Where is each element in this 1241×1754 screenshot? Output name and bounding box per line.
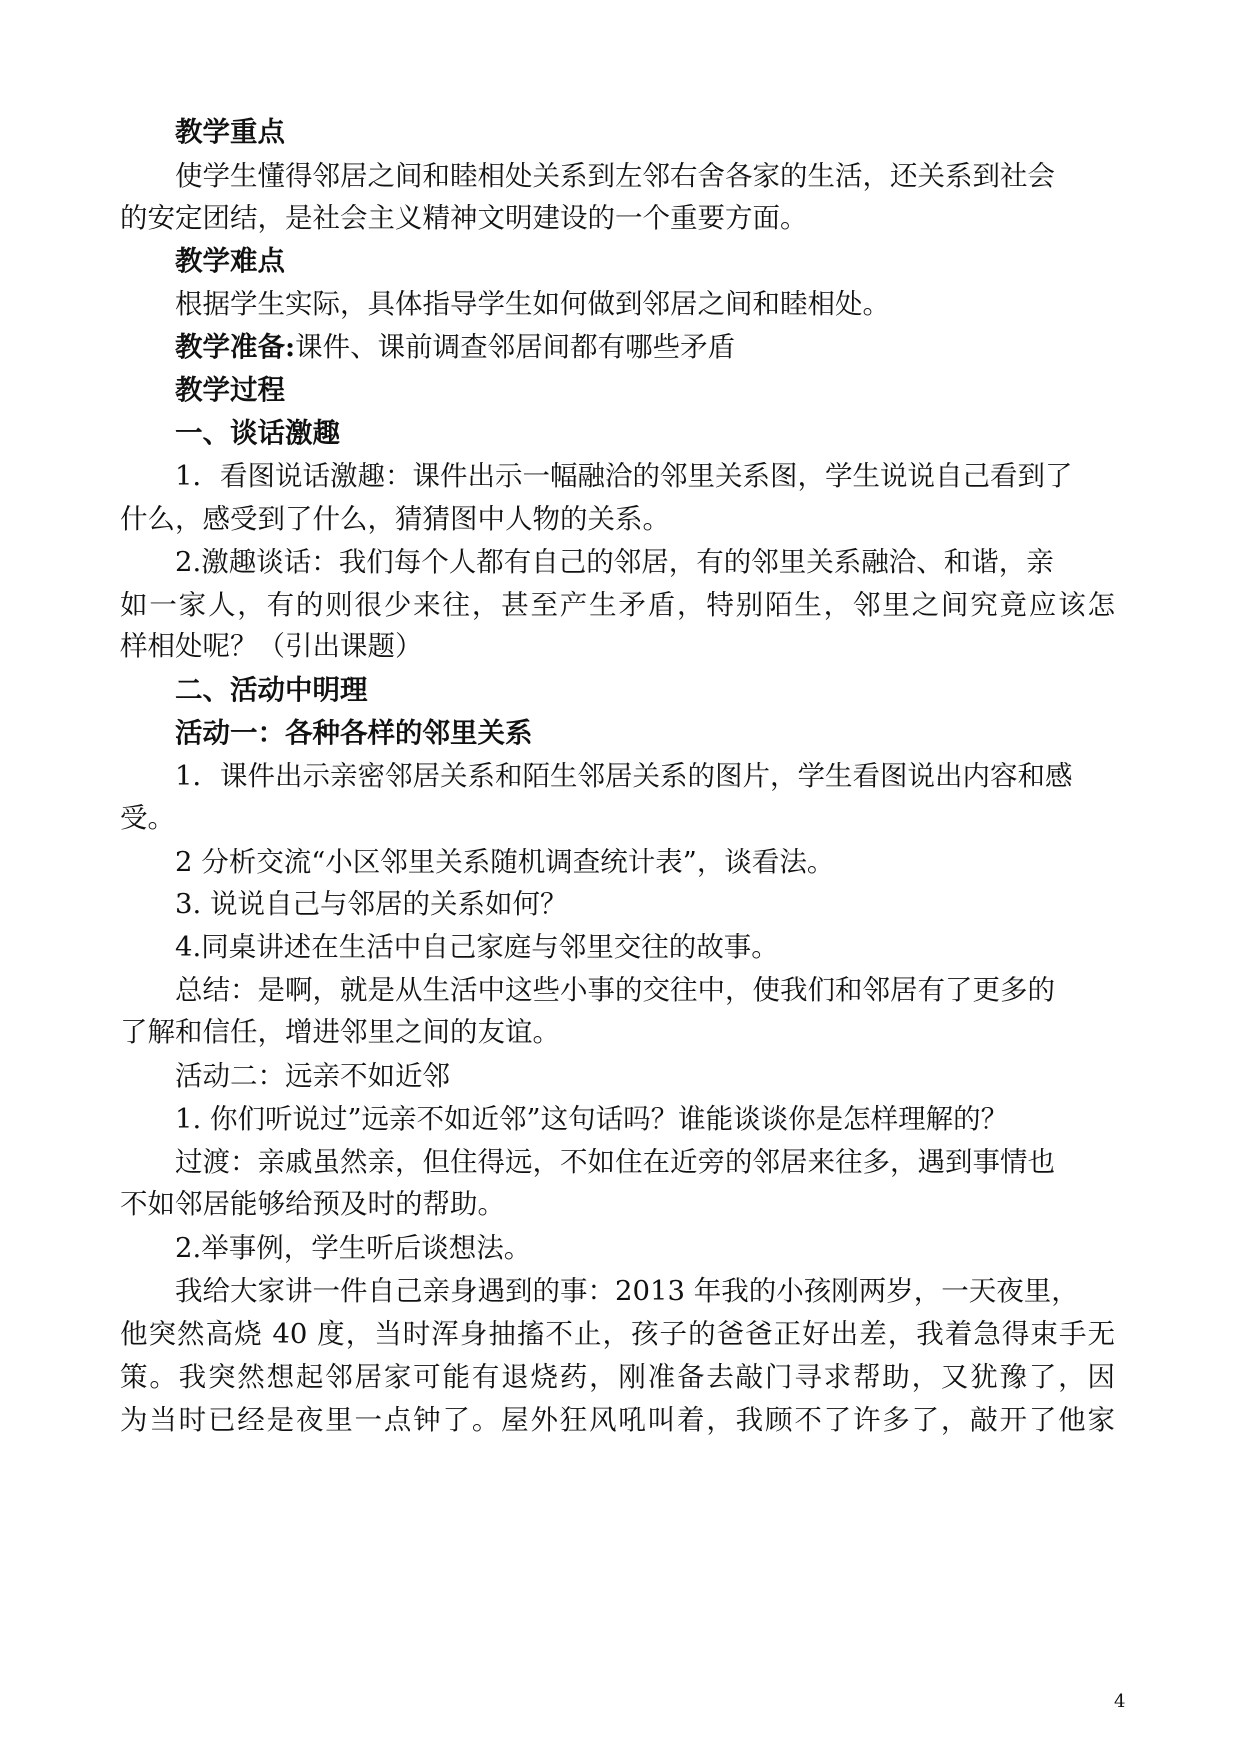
teaching-preparation-text: 课件、课前调查邻居间都有哪些矛盾 — [295, 331, 736, 363]
activity-heading-1: 活动一：各种各样的邻里关系 — [175, 717, 533, 749]
teaching-preparation-line — [175, 327, 735, 367]
paragraph-line: 不如邻居能够给预及时的帮助。 — [120, 1188, 505, 1220]
paragraph-line: 2.激趣谈话：我们每个人都有自己的邻居，有的邻里关系融洽、和谐，亲 — [175, 546, 1054, 578]
paragraph-line: 2.举事例，学生听后谈想法。 — [175, 1232, 532, 1264]
paragraph-line: 我给大家讲一件自己亲身遇到的事：2013 年我的小孩刚两岁，一天夜里， — [175, 1275, 1079, 1307]
paragraph-line: 3. 说说自己与邻居的关系如何？ — [175, 888, 568, 920]
paragraph-line: 样相处呢？（引出课题） — [120, 630, 423, 662]
section-heading-2: 二、活动中明理 — [175, 674, 368, 706]
paragraph-line: 2 分析交流“小区邻里关系随机调查统计表”，谈看法。 — [175, 846, 835, 878]
paragraph-line: 如一家人，有的则很少来往，甚至产生矛盾，特别陌生，邻里之间究竟应该怎 — [120, 589, 1115, 621]
paragraph-line: 1. 你们听说过”远亲不如近邻”这句话吗？谁能谈谈你是怎样理解的？ — [175, 1103, 1009, 1135]
page-number: 4 — [1114, 1691, 1126, 1712]
paragraph-line: 总结：是啊，就是从生活中这些小事的交往中，使我们和邻居有了更多的 — [175, 974, 1055, 1006]
activity-heading-2: 活动二：远亲不如近邻 — [175, 1060, 450, 1092]
paragraph-line: 他突然高烧 40 度，当时浑身抽搐不止，孩子的爸爸正好出差，我着急得束手无 — [120, 1318, 1115, 1350]
paragraph-line: 1．看图说话激趣：课件出示一幅融洽的邻里关系图，学生说说自己看到了 — [175, 460, 1073, 492]
paragraph-line: 4.同桌讲述在生活中自己家庭与邻里交往的故事。 — [175, 931, 779, 963]
section-heading-1: 一、谈话激趣 — [175, 417, 340, 449]
heading-teaching-difficulty: 教学难点 — [175, 245, 285, 277]
paragraph-line: 1．课件出示亲密邻居关系和陌生邻居关系的图片，学生看图说出内容和感 — [175, 760, 1073, 792]
teaching-preparation-label: 教学准备: — [175, 331, 296, 363]
paragraph-line: 了解和信任，增进邻里之间的友谊。 — [120, 1016, 560, 1048]
paragraph-line: 策。我突然想起邻居家可能有退烧药，刚准备去敲门寻求帮助，又犹豫了，因 — [120, 1361, 1115, 1393]
paragraph-line: 受。 — [120, 802, 175, 834]
paragraph-line: 的安定团结，是社会主义精神文明建设的一个重要方面。 — [120, 202, 808, 234]
paragraph-line: 使学生懂得邻居之间和睦相处关系到左邻右舍各家的生活，还关系到社会 — [175, 160, 1055, 192]
paragraph-line: 为当时已经是夜里一点钟了。屋外狂风吼叫着，我顾不了许多了，敲开了他家 — [120, 1404, 1115, 1436]
paragraph-line: 什么，感受到了什么，猜猜图中人物的关系。 — [120, 503, 670, 535]
heading-teaching-focus: 教学重点 — [175, 116, 285, 148]
paragraph-line: 根据学生实际，具体指导学生如何做到邻居之间和睦相处。 — [175, 288, 890, 320]
heading-teaching-process: 教学过程 — [175, 374, 285, 406]
paragraph-line: 过渡：亲戚虽然亲，但住得远，不如住在近旁的邻居来往多，遇到事情也 — [175, 1146, 1055, 1178]
